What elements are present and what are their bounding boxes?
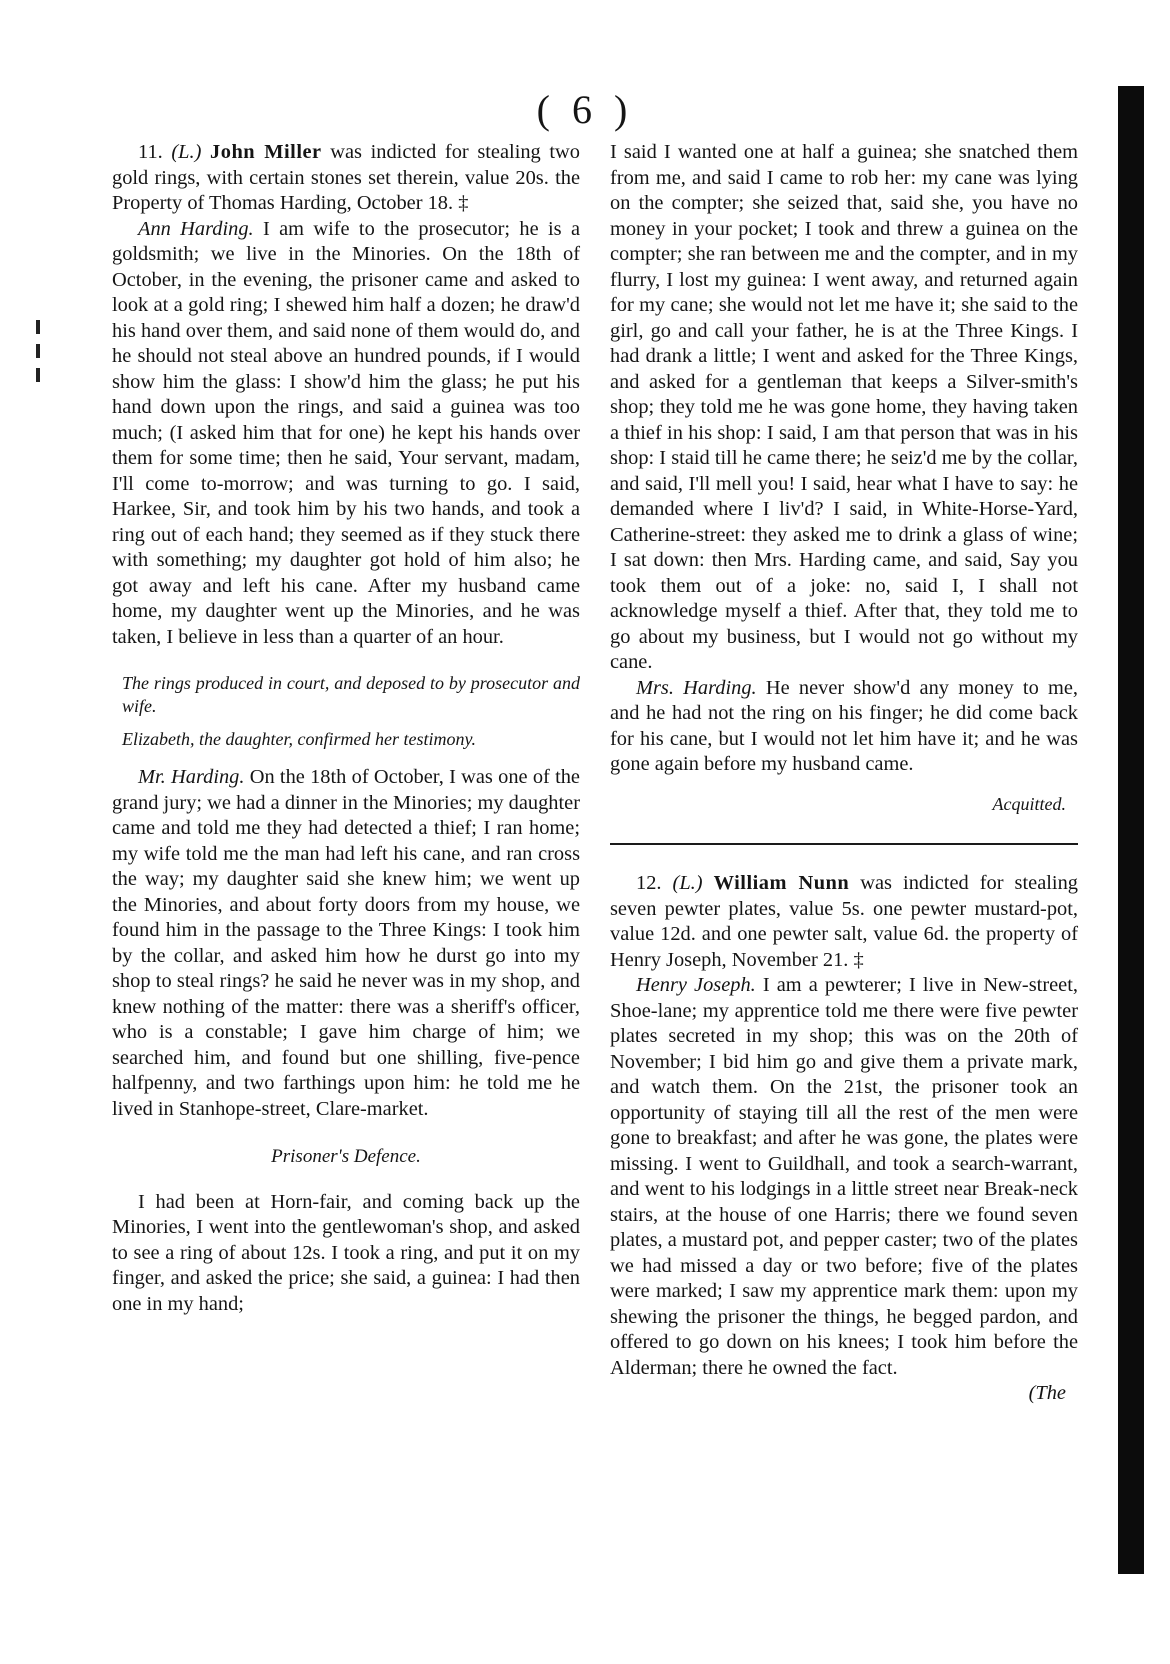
testimony-text: I am a pewterer; I live in New-street, Shoe-lane; my apprentice told me there were five pewter plates secreted in my shop; this was on the 20th of November; I bid him go and give them a private mark, and watch them. On the 21st, the prisoner took an opportunity of staying till all the rest of the men were gone to breakfast; and after he was gone, the plates were missing. I went to Guildhall, and took a search-warrant, and went to his lodgings in a little street near Break-neck stairs, at the house of one Harris; there we found seven plates, a mustard pot, and pepper caster; two of the plates we had missed a day or two before; five of the plates were marked; I saw my apprentice mark them: upon my shewing the prisoner the things, he begged pardon, and offered to go down on his knees; I took him before the Alderman; there he owned the fact. (610, 974, 1078, 1379)
binding-shadow (1118, 86, 1144, 1574)
indictment-text: was indicted for stealing seven pewter plates, value 5s. one pewter mustard-pot, value 12d. and one pewter salt, value 6d. the property of Henry Joseph, November 21. ‡ (610, 872, 1078, 971)
defence-heading: Prisoner's Defence. (271, 1146, 421, 1167)
section-divider (610, 843, 1078, 845)
testimony-text: I am wife to the prosecutor; he is a goldsmith; we live in the Minories. On the 18th of October, in the evening, the prisoner came and asked to look at a gold ring; I shewed him half a dozen; he draw'd his hand over them, and said none of them would do, and he should not steal above an hundred pounds, if I would show him the glass: I show'd him the glass; he put his hand down upon the rings, and said a guinea was too much; (I asked him that for one) he kept his hands over them for some time; then he said, Your servant, madam, I'll come to-morrow; and was turning to go. I said, Harkee, Sir, and took him by his two hands, and took a ring out of each hand; they seemed as if they stuck there with something; my daughter got hold of him also; he got away and left his cane. After my husband came home, my daughter went up the Minories, and he was taken, I believe in less than a quarter of an hour. (112, 217, 580, 648)
defendant-name: John Miller (210, 141, 322, 163)
case-location: (L.) (171, 141, 202, 163)
catchword: (The (1028, 1382, 1066, 1404)
speaker-name: Mr. Harding. (138, 766, 245, 788)
margin-mark (36, 368, 40, 382)
indictment-text: was indicted for stealing two gold rings, with certain stones set therein, value 20s. the Property of Thomas Harding, October 18. ‡ (112, 141, 580, 214)
speaker-name: Mrs. Harding. (636, 676, 757, 699)
speaker-name: Henry Joseph. (636, 974, 756, 996)
page-number: ( 6 ) (536, 87, 634, 132)
defence-text: I had been at Horn-fair, and coming back up the Minories, I went into the gentlewoman's shop, and asked to see a ring of about 12s. I took a ring, and put it on my finger, and asked the price; she said, a guinea: I had then one in my hand; (112, 1190, 580, 1315)
speaker-name: Ann Harding. (138, 217, 254, 240)
right-column (610, 140, 1078, 1407)
case-12-entry (610, 871, 1078, 973)
case-number: 11. (138, 141, 163, 163)
testimony-text: On the 18th of October, I was one of the grand jury; we had a dinner in the Minories; my daughter came and told me they had detected a thief; I ran home; my wife told me the man had left his cane, and ran cross the way; my daughter said she knew him; we went up the Minories, and about forty doors from my house, we found him in the passage to the Three Kings: I took him by the collar, and asked him how he durst go into my shop to steal rings? he said he never was in my shop, and knew nothing of the matter: there was a sheriff's officer, who is a constable; I gave him charge of him; we searched him, and found but one shilling, five-pence halfpenny, and two farthings upon him: he told me he lived in Stanhope-street, Clare-market. (112, 766, 580, 1120)
margin-mark (36, 320, 40, 334)
case-11-entry (112, 140, 580, 217)
margin-mark (36, 344, 40, 358)
defence-continued: I said I wanted one at half a guinea; she snatched them from me, and said I came to rob her: my cane was lying on the compter; she seized that, said she, you have no money in your pocket; I took and threw a guinea on the compter; she ran between me and the compter, and in my flurry, I lost my guinea: I went away, and returned again for my cane; she would not let me have it; she said to the girl, go and call your father, he is at the Three Kings. I had drank a little; I went and asked for the Three Kings, and asked for a gentleman that keeps a Silver-smith's shop; they told me he was gone home, they having taken a thief in his shop: I said, I am that person that was in his shop: I staid till he came there; he seiz'd me by the collar, and said, I'll mell you! I said, hear what I have to say: he demanded where I liv'd? I said, in White-Horse-Yard, Catherine-street: they asked me to drink a glass of wine; I sat down: then Mrs. Harding came, and said, Say you took them out of a joke: no, said I, I shall not acknowledge myself a thief. After that, they told me to go about my business, but I would not go without my cane. (610, 141, 1078, 673)
court-note: Elizabeth, the daughter, confirmed her testimony. (122, 729, 476, 749)
case-number: 12. (636, 872, 662, 894)
defendant-name: William Nunn (713, 872, 850, 894)
testimony (610, 676, 1078, 778)
left-column (112, 140, 580, 1317)
testimony-text: He never show'd any money to me, and he had not the ring on his finger; he did come back for his cane, but I would not let him have it; and he was gone again before my husband came. (610, 676, 1079, 775)
court-note: The rings produced in court, and deposed to by prosecutor and wife. (122, 673, 580, 716)
case-location: (L.) (672, 872, 703, 894)
testimony (610, 973, 1078, 1381)
margin-marks (36, 320, 40, 392)
testimony (112, 765, 580, 1122)
testimony (112, 217, 580, 651)
verdict: Acquitted. (992, 793, 1066, 814)
